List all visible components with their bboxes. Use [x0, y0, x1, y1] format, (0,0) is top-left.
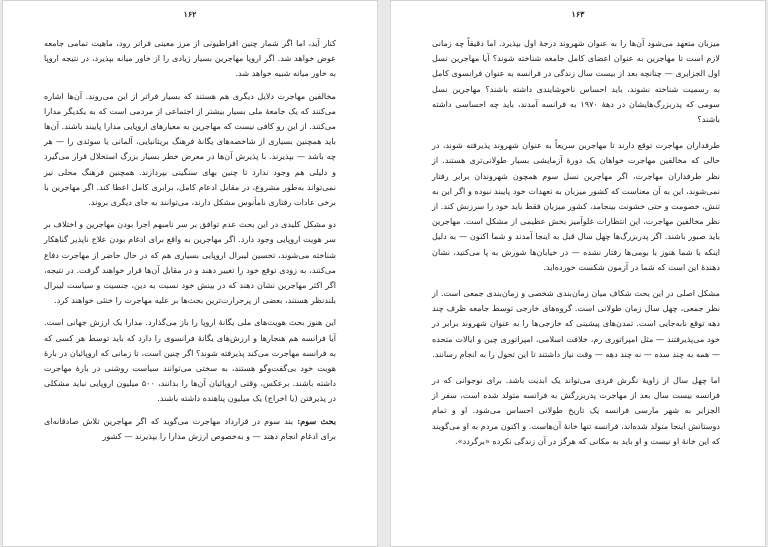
- paragraph: دو مشکل کلیدی در این بحث عدم توافق بر سر نامبهم اجرا بودن مهاجرین و اختلاف بر سر هویت اروپایی وجود دارد. اگر مهاجرین به واقع برای ادغام بودن علاج ناپذیر گناهکار شناخته می‌شوند، تحسین لیبرال اروپایی بسیاری هم که در حال حاضر از مهاجرت دفاع می‌کنند، به زودی توقع خود را تغییر دهند و در مقابل آن‌ها قرار خواهند گرفت. در نتیجه، اگر اکثر مهاجرین نشان دهند که در بینش خود نسبت به دین، جنسیت و سیاست لیبرال بلندنظر هستند، بعضی از پرحرارت‌ترین بحث‌ها بر علیه مهاجرت را خنثی خواهند کرد.: [44, 219, 336, 306]
- paragraph: مخالفین مهاجرت دلایل دیگری هم هستند که بسیار فراتر از این می‌روند. آن‌ها اشاره می‌کنند که یک جامعهٔ ملی بسیار بیشتر از اجتماعی از مردمی است که به یکدیگر مدارا می‌کنند. از این رو کافی نیست که مهاجرین به معیارهای اروپایی مدارا پایبند باشند. آن‌ها باید همچنین بسیاری از شاخصه‌های یگانهٔ فرهنگ بریتانیایی، آلمانی یا سوئدی را — هر چه باشد — بپذیرند. با پذیرش آن‌ها در معرض خطر بسیار بزرگ استحلال قرار می‌گیرد و دلیلی هم وجود ندارد تا چنین بهای سنگینی بپردازند. همچنین فرهنگ محلی نیز نمی‌تواند به‌طور مشروع، در مقابل ادعام کامل، برابری کامل اعطا کند. اگر مهاجرین با برخی عادات رفتاری نامأنوس مشکل دارند، می‌توانند به جای دیگری بروند.: [44, 90, 336, 208]
- paragraph: میزبان متعهد می‌شود آن‌ها را به عنوان شهروند درجهٔ اول بپذیرد. اما دقیقاً چه زمانی لازم است تا مهاجرین به عنوان اعضای کامل جامعه شناخته شوند؟ آیا مهاجرین نسل اول الجزایری — چنانچه بعد از بیست سال زندگی در فرانسه به عنوان فرانسوی کامل به رسمیت شناخته نشوند، باید احساس ناخوشایندی داشته باشند؟ مهاجرین نسل سومی که پدربزرگ‌هایشان در دههٔ ۱۹۷۰ به فرانسه آمدند، باید چه احساسی داشته باشند؟: [432, 38, 720, 125]
- paragraph: اما چهل سال از زاویهٔ نگرش فردی می‌تواند یک ابدیت باشد. برای نوجوانی که در فرانسه بیست سال بعد از مهاجرت پدربزرگش به فرانسه متولد شده است، سفر از الجزایر به شهر مارسی فرانسه یک تاریخ طولانی احساس می‌شود. او و تمام دوستانش اینجا متولد شده‌اند، فرانسه تنها خانهٔ آن‌هاست. و اکنون مردم به او می‌گویند که این خانهٔ او نیست و او باید به مکانی که هرگز در آن زندگی نکرده «برگردد».: [432, 375, 720, 446]
- section-text: بند سوم در قرارداد مهاجرت می‌گوید که اگر مهاجرین تلاش صادقانه‌ای برای ادغام انجام دهند — و به‌خصوص ارزش مدارا را بپذیرند — کشور: [44, 415, 336, 441]
- paragraph: طرفداران مهاجرت توقع دارند تا مهاجرین سریعاً به عنوان شهروند پذیرفته شوند، در حالی که مخالفین مهاجرت خواهان یک دورهٔ آزمایشی بسیار طولانی‌تری هستند. از نظر طرفداران مهاجرت، اگر مهاجرین نسل سوم همچون شهروندان برابر رفتار نمی‌شوند، این به آن معناست که کشور میزبان به تعهدات خود پایبند نبوده و اگر این به تنش، خصومت و حتی خشونت بینجامد، کشور میزبان فقط باید خود را سرزنش کند. از نظر مخالفین مهاجرت، این انتظارات غلوآمیز بخش عظیمی از مشکل است. مهاجرین باید صبور باشند. اگر پدربزرگ‌ها چهل سال قبل به اینجا آمدند و شما اکنون — به دلیل اینکه با شما هنوز با بومی‌ها رفتار نشده — در خیابان‌ها شورش به پا می‌کنید، نشان دهندهٔ این است که شما در آزمون شکست خورده‌اید.: [432, 140, 720, 272]
- section-label: بحث سوم:: [297, 415, 337, 426]
- left-page: [2, 0, 378, 547]
- paragraph: این هنوز بحث هویت‌های ملی یگانهٔ اروپا را باز می‌گذارد. مدارا یک ارزش جهانی است. آیا فرانسه هم هنجارها و ارزش‌های یگانهٔ فرانسوی را دارد که باید توسط هر کسی که به فرانسه مهاجرت می‌کند پذیرفته شوند؟ اگر چنین است، تا زمانی که اروپائیان در بارهٔ هویت خود بی‌گفت‌وگو هستند، به سختی می‌توانند سیاست روشنی در بارهٔ مهاجرت داشته باشند. برعکس، وقتی اروپائیان آن‌ها را بدانند، ۵۰۰ میلیون اروپایی نباید مشکلی در پذیرفتن (یا اخراج) یک میلیون پناهنده داشته باشند.: [44, 317, 336, 404]
- page-body: [44, 36, 336, 451]
- page-number: ۱۶۳: [571, 9, 585, 19]
- page-number: ۱۶۲: [183, 9, 197, 19]
- paragraph: کنار آید، اما اگر شمار چنین افراطیونی از مرز معینی فراتر رود، ماهیت تمامی جامعه عوض خواهد شد. اگر اروپا مهاجرین بسیار زیادی را از خاور میانه بپذیرد، در نتیجه اروپا به خاور میانه شبیه خواهد شد.: [44, 38, 336, 79]
- paragraph: مشکل اصلی در این بحث شکاف میان زمان‌بندی شخصی و زمان‌بندی جمعی است. از نظر جمعی، چهل سال زمان طولانی است. گروه‌های خارجی توسط جامعه ظرف چند دهه توقع نابه‌جایی است. تمدن‌های پیشینی که خارجی‌ها را به عنوان شهروند برابر در خود می‌پذیرفتند — مثل امپراتوری رم، خلافت اسلامی، امپراتوری چین و ایالات متحده — همه به چند سده — نه چند دهه — وقت نیاز داشتند تا این تحول را به انجام رسانند.: [432, 288, 720, 359]
- right-page: [390, 0, 766, 547]
- page-body: [432, 36, 720, 456]
- section-paragraph: [44, 414, 336, 444]
